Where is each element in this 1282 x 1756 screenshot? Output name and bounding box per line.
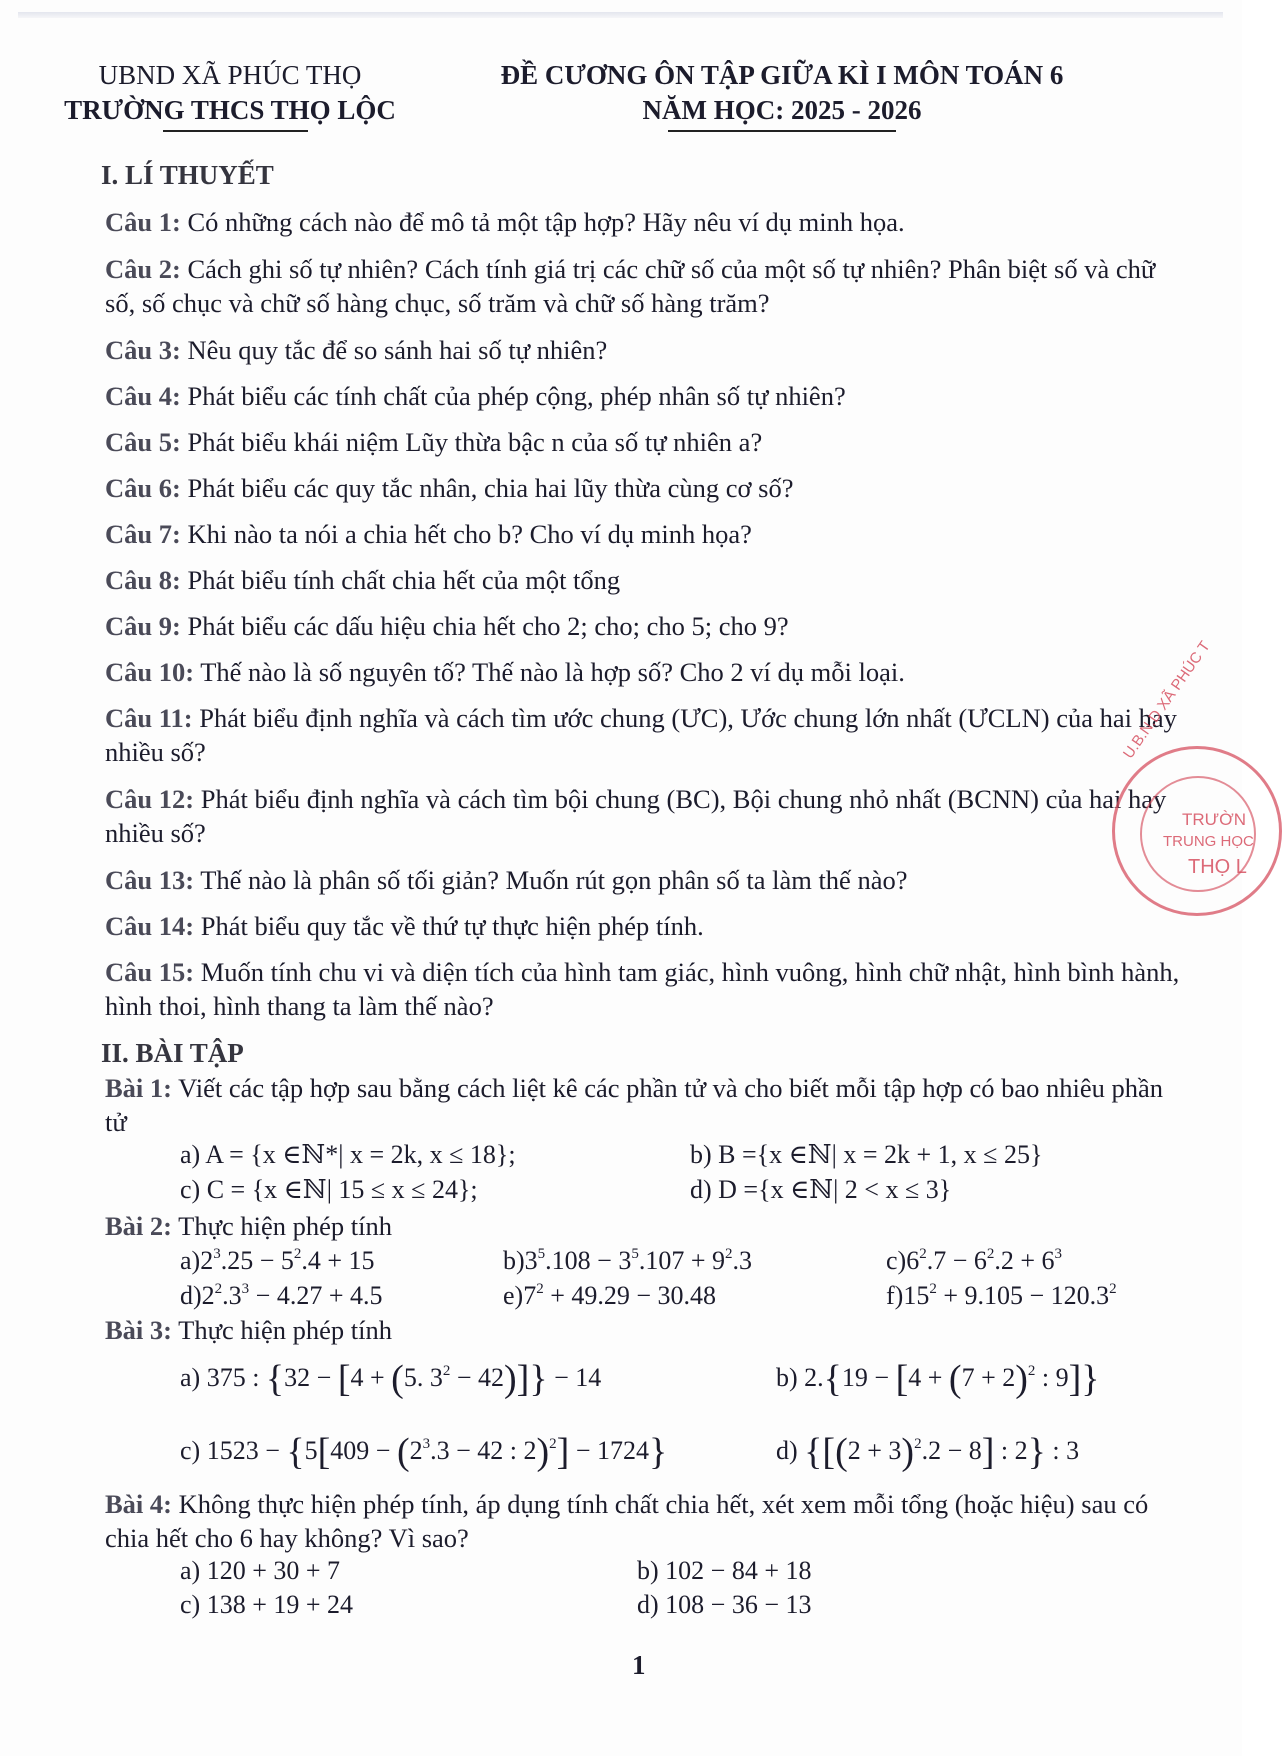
- exercise-2-c: $c)6^2.7 - 6^2.2 + 6^3$: [886, 1246, 1063, 1275]
- question-5: [105, 425, 1185, 459]
- exercise-1-b: b) B ={x ∈ℕ| x = 2k + 1, x ≤ 25}: [690, 1140, 1043, 1169]
- question-label: Câu 12:: [105, 784, 195, 814]
- question-label: Câu 5:: [105, 427, 181, 457]
- header-left-underline: [163, 130, 308, 132]
- exercise-1-c: c) C = {x ∈ℕ| 15 ≤ x ≤ 24};: [180, 1175, 478, 1204]
- exercise-1: [105, 1071, 1185, 1139]
- question-text: Nêu quy tắc để so sánh hai số tự nhiên?: [187, 335, 608, 365]
- question-text: Khi nào ta nói a chia hết cho b? Cho ví dụ minh họa?: [187, 519, 752, 549]
- exercise-4-c: c) 138 + 19 + 24: [180, 1590, 354, 1619]
- exercise-1-a: a) A = {x ∈ℕ*| x = 2k, x ≤ 18};: [180, 1140, 516, 1169]
- question-label: Câu 2:: [105, 254, 181, 284]
- exercise-2-b: $b)3^5.108 - 3^5.107 + 9^2.3$: [503, 1246, 753, 1275]
- question-label: Câu 1:: [105, 207, 181, 237]
- question-text: Phát biểu quy tắc về thứ tự thực hiện phép tính.: [200, 911, 704, 941]
- stamp-line-2: TRUNG HỌC: [1163, 833, 1254, 850]
- section-theory-title: I. LÍ THUYẾT: [101, 160, 274, 190]
- question-14: [105, 909, 1185, 943]
- section-exercises-title: II. BÀI TẬP: [101, 1038, 244, 1068]
- exercise-3: [105, 1313, 1185, 1347]
- page-number: 1: [632, 1650, 646, 1680]
- question-text: Phát biểu các dấu hiệu chia hết cho 2; cho; cho 5; cho 9?: [187, 611, 789, 641]
- exercise-2-d: $d)2^2.3^3 - 4.27 + 4.5$: [180, 1281, 383, 1310]
- question-label: Câu 14:: [105, 911, 195, 941]
- question-text: Phát biểu tính chất chia hết của một tổng: [187, 565, 621, 595]
- question-label: Câu 4:: [105, 381, 181, 411]
- question-text: Phát biểu định nghĩa và cách tìm ước chung (ƯC), Ước chung lớn nhất (ƯCLN) của hai hay nhiều số?: [105, 703, 1177, 767]
- question-7: [105, 517, 1185, 551]
- exercise-4-b: b) 102 − 84 + 18: [637, 1556, 812, 1585]
- exercise-3-b: b) $2.\{19 - [4 + (7 + 2)^2$ : 9]}: [776, 1358, 1100, 1400]
- exercise-2-f: $f)15^2 + 9.105 - 120.3^2$: [886, 1281, 1117, 1310]
- question-3: [105, 333, 1185, 367]
- question-2: [105, 252, 1185, 320]
- question-label: Câu 7:: [105, 519, 181, 549]
- stamp-line-3: THỌ L: [1188, 856, 1247, 878]
- exercise-text: Không thực hiện phép tính, áp dụng tính chất chia hết, xét xem mỗi tổng (hoặc hiệu) sau có chia hết cho 6 hay không? Vì sao?: [105, 1489, 1149, 1553]
- question-text: Thế nào là số nguyên tố? Thế nào là hợp số? Cho 2 ví dụ mỗi loại.: [200, 657, 905, 687]
- district-name: UBND XÃ PHÚC THỌ: [98, 60, 362, 90]
- question-text: Cách ghi số tự nhiên? Cách tính giá trị các chữ số của một số tự nhiên? Phân biệt số và chữ số, số chục và chữ số hàng chục, số trăm và chữ số hàng trăm?: [105, 254, 1156, 318]
- exercise-4-d: d) 108 − 36 − 13: [637, 1590, 812, 1619]
- question-text: Thế nào là phân số tối giản? Muốn rút gọn phân số ta làm thế nào?: [200, 865, 908, 895]
- exercise-label: Bài 1:: [105, 1073, 172, 1103]
- question-15: [105, 955, 1185, 1023]
- exercise-2: [105, 1209, 1185, 1243]
- question-text: Có những cách nào để mô tả một tập hợp? Hãy nêu ví dụ minh họa.: [187, 207, 905, 237]
- question-label: Câu 15:: [105, 957, 195, 987]
- header-left: [60, 58, 400, 128]
- school-year: NĂM HỌC: 2025 - 2026: [642, 95, 922, 125]
- question-1: [105, 205, 1185, 239]
- question-12: [105, 782, 1185, 850]
- question-8: [105, 563, 1185, 597]
- question-label: Câu 11:: [105, 703, 193, 733]
- question-label: Câu 13:: [105, 865, 195, 895]
- question-13: [105, 863, 1185, 897]
- question-label: Câu 9:: [105, 611, 181, 641]
- exercise-3-c: c) $1523 - \{5[409 - (2^3.3 - 42$ : 2)$^2$] − 1724}: [180, 1431, 668, 1473]
- question-10: [105, 655, 1185, 689]
- school-name: TRƯỜNG THCS THỌ LỘC: [64, 95, 396, 125]
- exercise-text: Thực hiện phép tính: [178, 1315, 392, 1345]
- exercise-1-d: d) D ={x ∈ℕ| 2 < x ≤ 3}: [690, 1175, 952, 1204]
- header-right-underline: [668, 130, 896, 132]
- exercise-4-a: a) 120 + 30 + 7: [180, 1556, 341, 1585]
- question-label: Câu 3:: [105, 335, 181, 365]
- header-right: [462, 58, 1102, 128]
- exercise-text: Viết các tập hợp sau bằng cách liệt kê các phần tử và cho biết mỗi tập hợp có bao nhiêu phần tử: [105, 1073, 1164, 1137]
- question-6: [105, 471, 1185, 505]
- exercise-2-a: $a)2^3.25 - 5^2.4 + 15$: [180, 1246, 375, 1275]
- question-text: Phát biểu khái niệm Lũy thừa bậc n của số tự nhiên a?: [187, 427, 763, 457]
- question-4: [105, 379, 1185, 413]
- question-text: Phát biểu các quy tắc nhân, chia hai lũy thừa cùng cơ số?: [187, 473, 794, 503]
- document-title: ĐỀ CƯƠNG ÔN TẬP GIỮA KÌ I MÔN TOÁN 6: [500, 60, 1064, 90]
- question-text: Phát biểu định nghĩa và cách tìm bội chung (BC), Bội chung nhỏ nhất (BCNN) của hai hay nhiều số?: [105, 784, 1167, 848]
- exercise-label: Bài 3:: [105, 1315, 172, 1345]
- exercise-2-e: $e)7^2 + 49.29 - 30.48$: [503, 1281, 717, 1310]
- question-label: Câu 10:: [105, 657, 195, 687]
- question-text: Muốn tính chu vi và diện tích của hình tam giác, hình vuông, hình chữ nhật, hình bình hành, hình thoi, hình thang ta làm thế nào?: [105, 957, 1180, 1021]
- exercise-text: Thực hiện phép tính: [178, 1211, 392, 1241]
- stamp-ring-text: U.B.N.D XÃ PHÚC T: [1120, 638, 1214, 762]
- exercise-label: Bài 2:: [105, 1211, 172, 1241]
- exercise-label: Bài 4:: [105, 1489, 172, 1519]
- exercise-3-d: d) {$[(2 + 3)^2.2 - 8]$ : 2} : 3: [776, 1431, 1080, 1473]
- question-9: [105, 609, 1185, 643]
- question-label: Câu 6:: [105, 473, 181, 503]
- scan-edge: [18, 12, 1223, 18]
- question-label: Câu 8:: [105, 565, 181, 595]
- question-11: [105, 701, 1185, 769]
- exercise-3-a: a) 375 : {32 − [4 + (5. $3^2 - 42)]\} - 14$: [180, 1358, 602, 1400]
- exercise-4: [105, 1487, 1185, 1555]
- question-text: Phát biểu các tính chất của phép cộng, phép nhân số tự nhiên?: [187, 381, 846, 411]
- stamp-line-1: TRƯỜN: [1182, 810, 1247, 829]
